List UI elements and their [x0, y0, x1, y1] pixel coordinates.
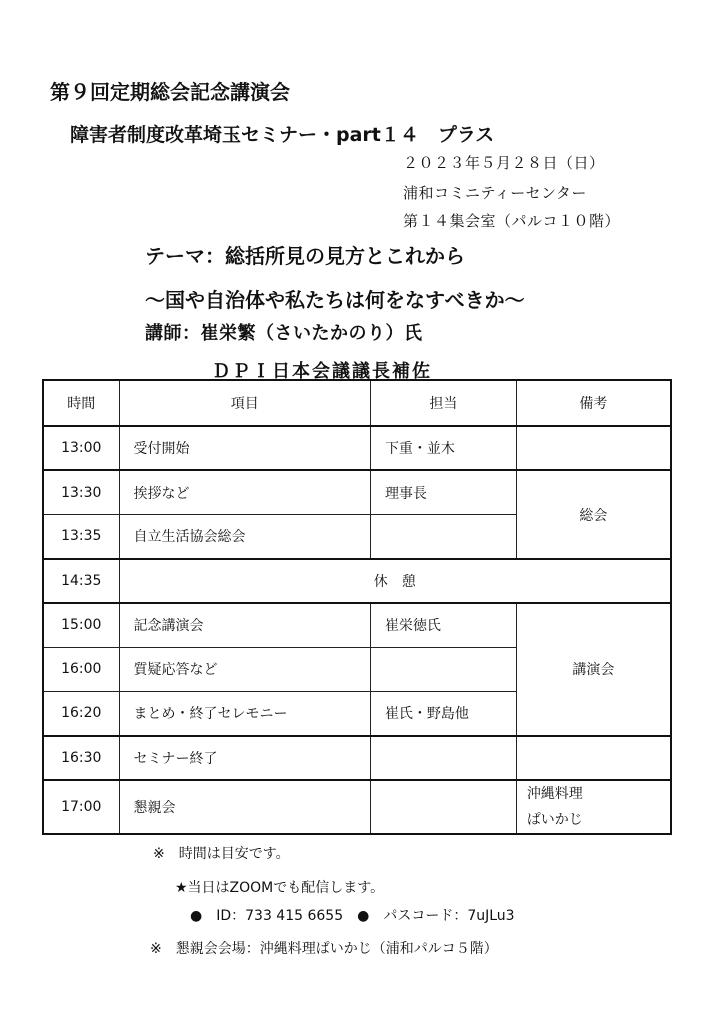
header-time: 時間 — [43, 380, 119, 426]
row-item: 受付開始 — [119, 426, 370, 470]
note-general-meeting: 総会 — [516, 470, 671, 558]
row-item: セミナー終了 — [119, 736, 370, 780]
lecturer-name: 講師：崔栄繁（さいたかのり）氏 — [145, 323, 423, 344]
table-row — [43, 780, 671, 834]
row-person — [370, 736, 516, 780]
seminar-subtitle: 障害者制度改革埼玉セミナー・part１４ プラス — [70, 124, 495, 146]
lecturer-role: ＤＰＩ日本会議議長補佐 — [212, 361, 432, 382]
row-person — [370, 647, 516, 691]
row-time: 16:20 — [43, 691, 119, 735]
row-time: 13:30 — [43, 470, 119, 514]
table-row — [43, 426, 671, 470]
row-time: 16:30 — [43, 736, 119, 780]
row-person: 下重・並木 — [370, 426, 516, 470]
row-item: 質疑応答など — [119, 647, 370, 691]
event-title: 第９回定期総会記念講演会 — [50, 80, 290, 104]
note-zoom-credentials: ● ID：733 415 6655 ● パスコード：7uJLu3 — [190, 908, 515, 924]
row-note — [516, 780, 671, 834]
row-note — [516, 426, 671, 470]
row-person — [370, 780, 516, 834]
event-date: ２０２３年５月２８日（日） — [403, 154, 605, 172]
header-item: 項目 — [119, 380, 370, 426]
event-room: 第１４集会室（パルコ１０階） — [403, 212, 621, 230]
row-time: 15:00 — [43, 603, 119, 647]
note-line: ぱいかじ — [526, 811, 583, 828]
row-time: 14:35 — [43, 559, 119, 603]
table-row-break — [43, 559, 671, 603]
table-row — [43, 470, 671, 514]
row-item: 懇親会 — [119, 780, 370, 834]
row-item: まとめ・終了セレモニー — [119, 691, 370, 735]
note-time-approx: ※ 時間は目安です。 — [153, 846, 290, 862]
header-note: 備考 — [516, 380, 671, 426]
row-item: 自立生活協会総会 — [119, 515, 370, 559]
row-time: 16:00 — [43, 647, 119, 691]
header-person: 担当 — [370, 380, 516, 426]
note-party-venue: ※ 懇親会会場：沖縄料理ぱいかじ（浦和パルコ５階） — [150, 941, 498, 957]
event-venue: 浦和コミニティーセンター — [403, 184, 587, 202]
table-row — [43, 603, 671, 647]
note-line: 沖縄料理 — [526, 785, 583, 802]
row-time: 13:35 — [43, 515, 119, 559]
row-person — [370, 515, 516, 559]
row-item: 記念講演会 — [119, 603, 370, 647]
row-person: 理事長 — [370, 470, 516, 514]
row-time: 13:00 — [43, 426, 119, 470]
note-zoom: ★当日はZOOMでも配信します。 — [175, 880, 385, 896]
schedule-table — [42, 379, 672, 835]
theme-title: テーマ：総括所見の見方とこれから — [145, 244, 465, 268]
note-lecture: 講演会 — [516, 603, 671, 736]
row-time: 17:00 — [43, 780, 119, 834]
row-person: 崔栄徳氏 — [370, 603, 516, 647]
row-person: 崔氏・野島他 — [370, 691, 516, 735]
theme-subtitle: ～国や自治体や私たちは何をなすべきか～ — [145, 288, 525, 312]
break-label: 休 憩 — [119, 559, 671, 603]
table-row — [43, 736, 671, 780]
row-note — [516, 736, 671, 780]
row-item: 挨拶など — [119, 470, 370, 514]
table-header-row — [43, 380, 671, 426]
